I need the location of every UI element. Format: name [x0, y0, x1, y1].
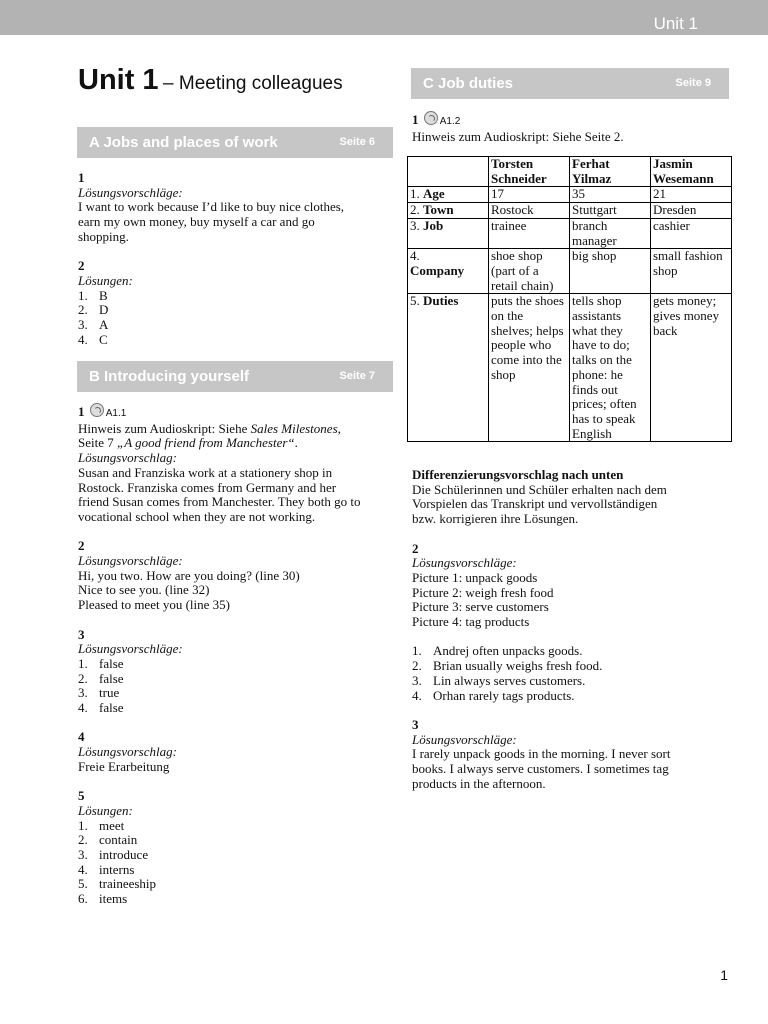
table-row — [408, 187, 732, 203]
exercise-label: Lösungsvorschläge: — [412, 555, 517, 571]
list-item: 1. Andrej often unpacks goods. — [412, 643, 583, 659]
audio-cd-icon — [90, 403, 104, 417]
row-label: 4. Company — [408, 249, 489, 294]
list-item: 2. false — [78, 670, 124, 686]
text-line: shopping. — [78, 228, 129, 244]
table-cell: puts the shoes on the shelves; helps people who come into the shop — [489, 294, 570, 442]
exercise-number: 1 — [78, 404, 85, 419]
exercise-label: Lösungsvorschlag: — [78, 450, 177, 466]
table-cell: Rostock — [489, 203, 570, 219]
text-line: Picture 3: serve customers — [412, 599, 549, 615]
exercise-number: 5 — [78, 788, 85, 804]
section-b-page: Seite 7 — [339, 370, 375, 382]
list-item: 3. true — [78, 685, 120, 701]
text-line: Die Schülerinnen und Schüler erhalten nach dem — [412, 481, 667, 497]
hint-line: Hinweis zum Audioskript: Siehe Sales Milestones, — [78, 420, 341, 436]
list-item: 3. A — [78, 317, 109, 333]
text-line: I want to work because I’d like to buy nice clothes, — [78, 199, 345, 215]
section-c-content — [412, 468, 732, 791]
table-header-cell: Torsten Schneider — [489, 157, 570, 187]
section-a-title: A Jobs and places of work — [89, 134, 278, 151]
list-item: 6. items — [78, 891, 128, 907]
table-row — [408, 294, 732, 442]
table-header-row — [408, 157, 732, 187]
text-line: Hi, you two. How are you doing? (line 30) — [78, 567, 300, 583]
job-duties-table — [407, 156, 732, 442]
audio-track: A1.1 — [105, 408, 127, 419]
table-cell: tells shop assistants what they have to do; talks on the phone: he finds out prices; often has to speak English — [570, 294, 651, 442]
list-item: 3. introduce — [78, 847, 149, 863]
table-cell: cashier — [651, 218, 732, 248]
text-line: Rostock. Franziska comes from Germany and her — [78, 479, 337, 495]
text-line: Susan and Franziska work at a stationery shop in — [78, 464, 333, 480]
exercise-label: Lösungsvorschlag: — [78, 744, 177, 760]
row-label: 2. Town — [408, 203, 489, 219]
table-cell: big shop — [570, 249, 651, 294]
exercise-number: 2 — [78, 538, 85, 554]
section-a-page: Seite 6 — [339, 136, 375, 148]
table-cell: Dresden — [651, 203, 732, 219]
table-row — [408, 218, 732, 248]
row-label: 5. Duties — [408, 294, 489, 442]
list-item: 4. interns — [78, 861, 135, 877]
table-cell: 17 — [489, 187, 570, 203]
exercise-number: 3 — [412, 716, 419, 732]
row-label: 3. Job — [408, 218, 489, 248]
text-line: Picture 2: weigh fresh food — [412, 584, 554, 600]
exercise-number: 1 — [78, 170, 85, 185]
section-a-header — [77, 127, 393, 158]
text-line: books. I always serve customers. I sometimes tag — [412, 761, 669, 777]
table-header-cell — [408, 157, 489, 187]
text-line: bzw. korrigieren ihre Lösungen. — [412, 511, 579, 527]
table-cell: 35 — [570, 187, 651, 203]
hint-line: Seite 7 „A good friend from Manchester“. — [78, 435, 298, 451]
table-cell: shoe shop (part of a retail chain) — [489, 249, 570, 294]
list-item: 4. C — [78, 331, 108, 347]
section-c-intro — [412, 111, 732, 144]
list-item: 4. Orhan rarely tags products. — [412, 687, 575, 703]
text-line: products in the afternoon. — [412, 775, 546, 791]
exercise-label: Lösungen: — [78, 272, 133, 288]
header-unit-label: Unit 1 — [653, 14, 698, 33]
text-line: friend Susan comes from Manchester. They both go to — [78, 494, 361, 510]
list-item: 1. meet — [78, 817, 125, 833]
section-c-title: C Job duties — [423, 75, 514, 92]
table-cell: gets money; gives money back — [651, 294, 732, 442]
diff-heading: Differenzierungsvorschlag nach unten — [412, 467, 624, 482]
exercise-label: Lösungsvorschläge: — [412, 731, 517, 747]
section-c-page: Seite 9 — [675, 77, 711, 89]
text-line: I rarely unpack goods in the morning. I never sort — [412, 746, 671, 762]
table-cell: branch manager — [570, 218, 651, 248]
list-item: 1. false — [78, 655, 124, 671]
exercise-number: 4 — [78, 729, 85, 745]
exercise-number: 2 — [78, 258, 85, 274]
exercise-label: Lösungsvorschläge: — [78, 553, 183, 569]
top-bar — [0, 0, 768, 35]
text-line: Picture 1: unpack goods — [412, 569, 538, 585]
text-line: Pleased to meet you (line 35) — [78, 597, 230, 613]
list-item: 3. Lin always serves customers. — [412, 672, 586, 688]
table-row — [408, 249, 732, 294]
title-subtitle: – Meeting colleagues — [163, 73, 343, 94]
audio-track: A1.2 — [439, 116, 461, 127]
exercise-label: Lösungsvorschläge: — [78, 184, 183, 200]
page-number: 1 — [720, 967, 728, 983]
list-item: 2. contain — [78, 832, 138, 848]
table-cell: trainee — [489, 218, 570, 248]
list-item: 4. false — [78, 700, 124, 716]
text-line: vocational school when they are not working. — [78, 508, 316, 524]
audio-cd-icon — [424, 111, 438, 125]
text-line: Freie Erarbeitung — [78, 758, 170, 774]
exercise-label: Lösungen: — [78, 802, 133, 818]
section-b-title: B Introducing yourself — [89, 368, 250, 385]
table-header-cell: Ferhat Yilmaz — [570, 157, 651, 187]
table-row — [408, 203, 732, 219]
table-header-cell: Jasmin Wesemann — [651, 157, 732, 187]
list-item: 2. D — [78, 302, 109, 318]
section-c-header — [411, 68, 729, 99]
text-line: Vorspielen das Transkript und vervollständigen — [412, 496, 658, 512]
page-title — [78, 64, 343, 97]
text-line: Nice to see you. (line 32) — [78, 582, 210, 598]
list-item: 1. B — [78, 287, 108, 303]
table-cell: 21 — [651, 187, 732, 203]
table-cell: Stuttgart — [570, 203, 651, 219]
text-line: earn my own money, buy myself a car and go — [78, 214, 315, 230]
section-a-content — [78, 171, 393, 347]
exercise-number: 2 — [412, 540, 419, 556]
list-item: 5. traineeship — [78, 876, 157, 892]
hint-line: Hinweis zum Audioskript: Siehe Seite 2. — [412, 128, 624, 144]
exercise-number: 1 — [412, 112, 419, 127]
title-unit: Unit 1 — [78, 64, 159, 96]
row-label: 1. Age — [408, 187, 489, 203]
section-b-content — [78, 403, 393, 907]
exercise-label: Lösungsvorschläge: — [78, 641, 183, 657]
list-item: 2. Brian usually weighs fresh food. — [412, 658, 603, 674]
exercise-number: 3 — [78, 626, 85, 642]
text-line: Picture 4: tag products — [412, 614, 530, 630]
section-b-header — [77, 361, 393, 392]
table-cell: small fashion shop — [651, 249, 732, 294]
